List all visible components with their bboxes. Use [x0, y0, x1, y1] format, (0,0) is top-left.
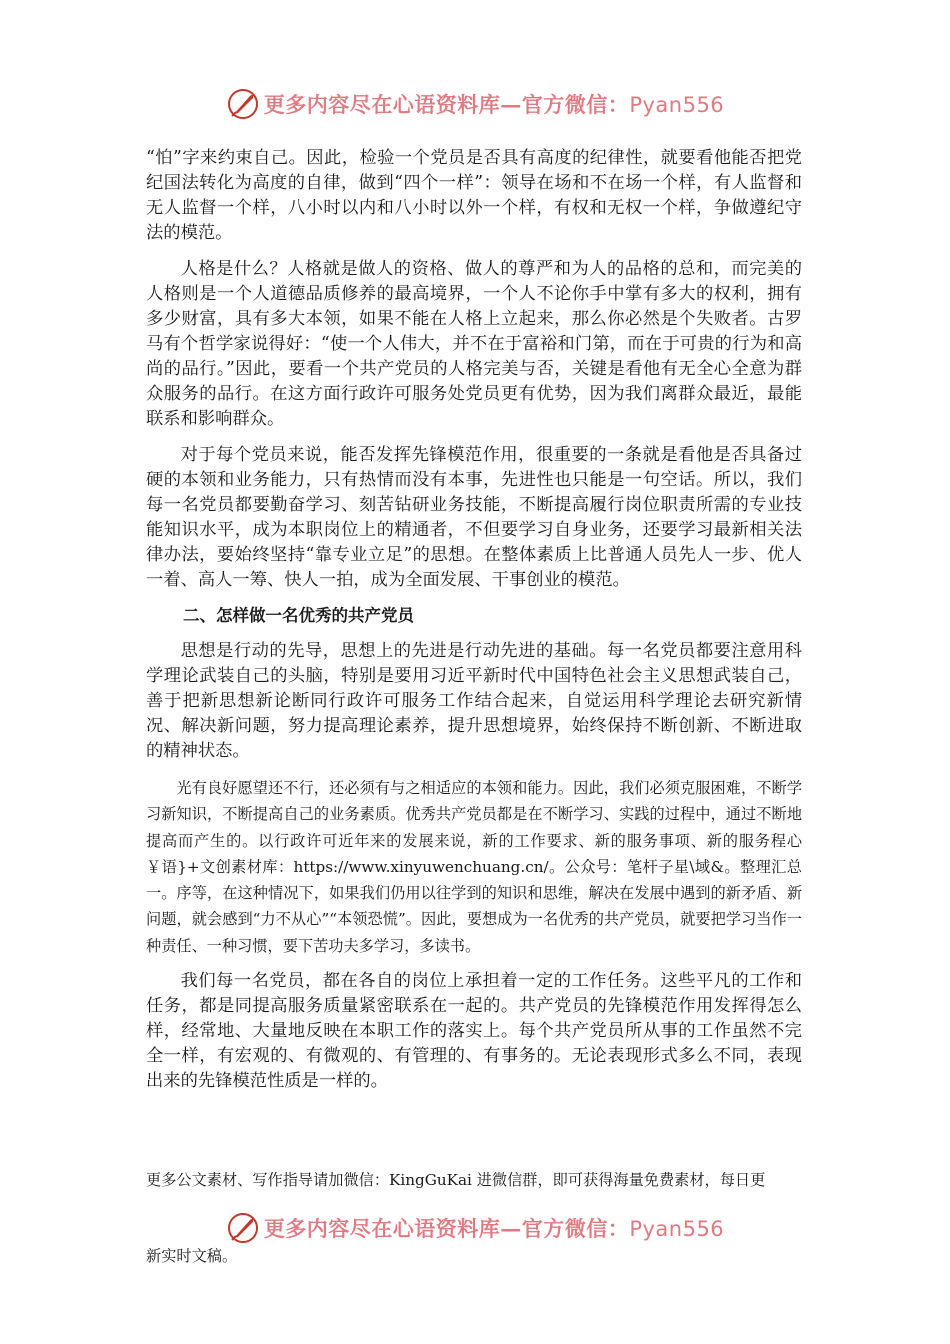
banner-wechat-id-bottom: Pyan556 [629, 1217, 725, 1241]
header-banner [0, 84, 950, 124]
footer-banner [0, 1208, 950, 1248]
banner-title-bottom: 更多内容尽在心语资料库—官方微信： [263, 1216, 630, 1241]
paragraph-work: 我们每一名党员，都在各自的岗位上承担着一定的工作任务。这些平凡的工作和任务，都是同提高服务质量紧密联系在一起的。共产党员的先锋模范作用发挥得怎么样，经常地、大量地反映在本职工作的落实上。每个共产党员所从事的工作虽然不完全一样，有宏观的、有微观的、有管理的、有事务的。无论表现形式多么不同，表现出来的先锋模范性质是一样的。 [146, 971, 802, 1092]
banner-title: 更多内容尽在心语资料库—官方微信： [263, 92, 630, 117]
paragraph-discipline: “怕”字来约束自己。因此，检验一个党员是否具有高度的纪律性，就要看他能否把党纪国法转化为高度的自律，做到“四个一样”：领导在场和不在场一个样，有人监督和无人监督一个样，八小时以内和八小时以外一个样，有权和无权一个样，争做遵纪守法的模范。 [146, 148, 802, 243]
banner-text-bottom [264, 1213, 724, 1243]
footer-note-line2: 新实时文稿。 [146, 1247, 238, 1265]
paragraph-ability: 对于每个党员来说，能否发挥先锋模范作用，很重要的一条就是看他是否具备过硬的本领和业务能力，只有热情而没有本事，先进性也只能是一句空话。所以，我们每一名党员都要勤奋学习、刻苦钻研业务技能，不断提高履行岗位职责所需的专业技能知识水平，成为本职岗位上的精通者，不但要学习自身业务，还要学习最新相关法律办法，要始终坚持“靠专业立足”的思想。在整体素质上比普通人员先人一步、优人一着、高人一筹、快人一拍，成为全面发展、干事创业的模范。 [146, 445, 802, 590]
footer-note-line1: 更多公文素材、写作指导请加微信：KingGuKai 进微信群，即可获得海量免费素材，每日更 [146, 1171, 766, 1189]
quill-pen-logo-icon [226, 1211, 260, 1245]
paragraph-learning: 光有良好愿望还不行，还必须有与之相适应的本领和能力。因此，我们必须克服困难，不断学习新知识，不断提高自己的业务素质。优秀共产党员都是在不断学习、实践的过程中，通过不断地提高而产生的。以行政许可近年来的发展来说，新的工作要求、新的服务事项、新的服务程心￥语}+文创素材库：https://www.xinyuwenchuang.cn/。公众号：笔杆子星\域&。整理汇总一。序等，在这种情况下，如果我们仍用以往学到的知识和思维，解决在发展中遇到的新矛盾、新问题，就会感到“力不从心”“本领恐慌”。因此，要想成为一名优秀的共产党员，就要把学习当作一种责任、一种习惯，要下苦功夫多学习，多读书。 [146, 779, 802, 955]
banner-text [264, 89, 724, 119]
quill-pen-logo-icon [226, 87, 260, 121]
paragraph-thought: 思想是行动的先导，思想上的先进是行动先进的基础。每一名党员都要注意用科学理论武装自己的头脑，特别是要用习近平新时代中国特色社会主义思想武装自己，善于把新思想新论断同行政许可服务工作结合起来，自觉运用科学理论去研究新情况、解决新问题，努力提高理论素养，提升思想境界，始终保持不断创新、不断进取的精神状态。 [146, 641, 802, 761]
paragraph-personality: 人格是什么？人格就是做人的资格、做人的尊严和为人的品格的总和，而完美的人格则是一个人道德品质修养的最高境界，一个人不论你手中掌有多大的权利，拥有多少财富，具有多大本领，如果不能在人格上立起来，那么你必然是个失败者。古罗马有个哲学家说得好：“使一个人伟大，并不在于富裕和门第，而在于可贵的行为和高尚的品行。”因此，要看一个共产党员的人格完美与否，关键是看他有无全心全意为群众服务的品行。在这方面行政许可服务处党员更有优势，因为我们离群众最近，最能联系和影响群众。 [146, 259, 802, 429]
document-body [146, 146, 802, 1105]
banner-wechat-id: Pyan556 [629, 93, 725, 117]
section-heading: 二、怎样做一名优秀的共产党员 [183, 606, 414, 625]
